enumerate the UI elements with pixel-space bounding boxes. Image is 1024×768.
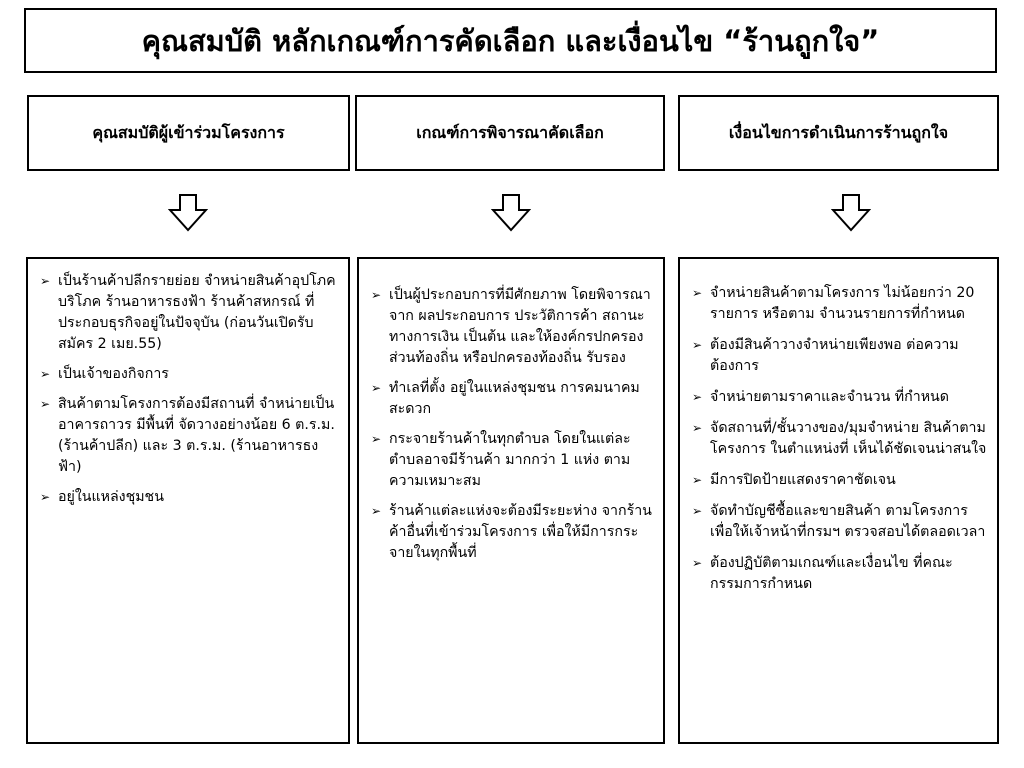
list-item-text: อยู่ในแหล่งชุมชน bbox=[58, 489, 164, 505]
bullet-arrow-icon: ➢ bbox=[692, 338, 703, 352]
bullet-arrow-icon: ➢ bbox=[40, 367, 51, 381]
list-item bbox=[369, 501, 653, 564]
list-item bbox=[690, 553, 987, 595]
list-item bbox=[690, 501, 987, 543]
list-item-text: เป็นเจ้าของกิจการ bbox=[58, 366, 169, 382]
list-item-text: มีการปิดป้ายแสดงราคาชัดเจน bbox=[710, 472, 896, 488]
page-title: คุณสมบัติ หลักเกณฑ์การคัดเลือก และเงื่อนไข “ร้านถูกใจ” bbox=[141, 23, 880, 58]
down-arrow-icon bbox=[168, 194, 208, 232]
list-item bbox=[369, 285, 653, 369]
column-header-label: คุณสมบัติผู้เข้าร่วมโครงการ bbox=[92, 122, 285, 142]
selection-criteria-list bbox=[359, 259, 663, 564]
down-arrow-icon bbox=[831, 194, 871, 232]
list-item bbox=[690, 335, 987, 377]
list-item bbox=[690, 470, 987, 491]
bullet-arrow-icon: ➢ bbox=[371, 288, 382, 302]
list-item bbox=[690, 283, 987, 325]
list-item bbox=[369, 429, 653, 492]
bullet-arrow-icon: ➢ bbox=[692, 556, 703, 570]
bullet-arrow-icon: ➢ bbox=[692, 473, 703, 487]
bullet-arrow-icon: ➢ bbox=[371, 432, 382, 446]
list-item bbox=[38, 364, 338, 385]
column-header-label: เกณฑ์การพิจารณาคัดเลือก bbox=[416, 122, 604, 142]
list-item-text: เป็นผู้ประกอบการที่มีศักยภาพ โดยพิจารณาจาก ผลประกอบการ ประวัติการค้า สถานะทางการเงิน เป็นต้น และให้องค์กรปกครอง ส่วนท้องถิ่น หรือปกครองท้องถิ่น รับรอง bbox=[389, 287, 651, 366]
list-item-text: กระจายร้านค้าในทุกตำบล โดยในแต่ละตำบลอาจมีร้านค้า มากกว่า 1 แห่ง ตามความเหมาะสม bbox=[389, 431, 631, 489]
down-arrow-icon bbox=[491, 194, 531, 232]
list-item bbox=[38, 487, 338, 508]
list-item bbox=[38, 271, 338, 355]
column-header-conditions bbox=[678, 95, 999, 171]
bullet-arrow-icon: ➢ bbox=[40, 274, 51, 288]
conditions-list bbox=[680, 259, 997, 595]
bullet-arrow-icon: ➢ bbox=[371, 504, 382, 518]
bullet-arrow-icon: ➢ bbox=[692, 286, 703, 300]
bullet-arrow-icon: ➢ bbox=[371, 381, 382, 395]
list-item-text: จำหน่ายสินค้าตามโครงการ ไม่น้อยกว่า 20 รายการ หรือตาม จำนวนรายการที่กำหนด bbox=[710, 285, 975, 322]
list-item-text: ต้องมีสินค้าวางจำหน่ายเพียงพอ ต่อความต้องการ bbox=[710, 337, 959, 374]
list-item-text: สินค้าตามโครงการต้องมีสถานที่ จำหน่ายเป็นอาคารถาวร มีพื้นที่ จัดวางอย่างน้อย 6 ต.ร.ม. (ร้านค้าปลีก) และ 3 ต.ร.ม. (ร้านอาหารธงฟ้า) bbox=[58, 396, 335, 475]
list-item bbox=[369, 378, 653, 420]
list-item bbox=[690, 387, 987, 408]
conditions-content-box bbox=[678, 257, 999, 744]
list-item-text: ทำเลที่ตั้ง อยู่ในแหล่งชุมชน การคมนาคมสะดวก bbox=[389, 380, 640, 417]
list-item-text: เป็นร้านค้าปลีกรายย่อย จำหน่ายสินค้าอุปโภคบริโภค ร้านอาหารธงฟ้า ร้านค้าสหกรณ์ ที่ประกอบธุรกิจอยู่ในปัจจุบัน (ก่อนวันเปิดรับสมัคร 2 เมย.55) bbox=[58, 273, 336, 352]
bullet-arrow-icon: ➢ bbox=[40, 490, 51, 504]
title-box bbox=[24, 8, 997, 73]
column-header-qualifications bbox=[27, 95, 350, 171]
list-item bbox=[38, 394, 338, 478]
list-item-text: ร้านค้าแต่ละแห่งจะต้องมีระยะห่าง จากร้านค้าอื่นที่เข้าร่วมโครงการ เพื่อให้มีการกระจายในทุกพื้นที่ bbox=[389, 503, 652, 561]
list-item-text: ต้องปฏิบัติตามเกณฑ์และเงื่อนไข ที่คณะกรรมการกำหนด bbox=[710, 555, 953, 592]
qualifications-content-box bbox=[26, 257, 350, 744]
list-item-text: จำหน่ายตามราคาและจำนวน ที่กำหนด bbox=[710, 389, 949, 405]
list-item-text: จัดสถานที่/ชั้นวางของ/มุมจำหน่าย สินค้าตามโครงการ ในตำแหน่งที่ เห็นได้ชัดเจนน่าสนใจ bbox=[710, 420, 987, 457]
bullet-arrow-icon: ➢ bbox=[40, 397, 51, 411]
bullet-arrow-icon: ➢ bbox=[692, 421, 703, 435]
selection-criteria-content-box bbox=[357, 257, 665, 744]
list-item bbox=[690, 418, 987, 460]
column-header-label: เงื่อนไขการดำเนินการร้านถูกใจ bbox=[728, 122, 949, 142]
bullet-arrow-icon: ➢ bbox=[692, 504, 703, 518]
column-header-selection-criteria bbox=[355, 95, 665, 171]
qualifications-list bbox=[28, 259, 348, 508]
list-item-text: จัดทำบัญชีซื้อและขายสินค้า ตามโครงการเพื่อให้เจ้าหน้าที่กรมฯ ตรวจสอบได้ตลอดเวลา bbox=[710, 503, 986, 540]
bullet-arrow-icon: ➢ bbox=[692, 390, 703, 404]
